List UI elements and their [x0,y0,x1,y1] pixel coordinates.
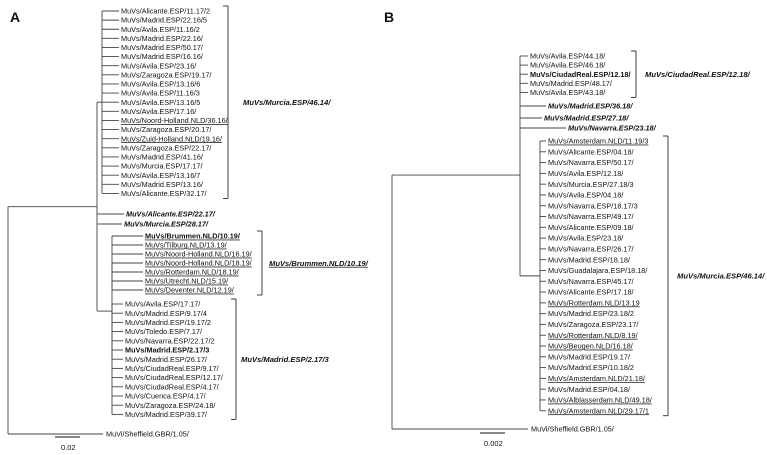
leaf-label: MuVs/Alicante.ESP/09.18/ [548,222,634,232]
leaf-label: MuVs/CiudadReal.ESP/12.17/ [125,373,223,383]
leaf-label: MuVs/Madrid.ESP/22.16/ [121,33,203,43]
panel-b-leaf-labels [530,52,657,416]
leaf-label: MuVs/Deventer.NLD/12.19/ [145,285,234,295]
leaf-label: MuVs/Noord-Holland.NLD/18.19/ [145,258,252,268]
leaf-label: MuVs/Madrid.ESP/48.17/ [530,78,612,88]
leaf-label: MuVs/Madrid.ESP/2.17/3 [125,345,210,355]
leaf-label: MuVs/Avila.ESP/17.16/ [121,106,197,116]
leaf-label: MuVs/Alicante.ESP/04.18/ [548,147,634,157]
leaf-label: MuVs/Murcia.ESP/27.18/3 [548,179,634,189]
leaf-label: MuVs/Madrid.ESP/23.18/2 [548,309,634,319]
panel-b [384,9,765,448]
leaf-label: MuVs/Rotterdam.NLD/13.19 [548,298,640,308]
leaf-label: MuVs/Madrid.ESP/26.17/ [125,354,207,364]
panel-a-outgroup-label: MuVi/Sheffield.GBR/1.05/ [106,429,189,439]
cluster-name: MuVs/CiudadReal.ESP/12.18/ [645,70,750,79]
leaf-label: MuVs/Madrid.ESP/41.16/ [121,152,203,162]
leaf-label: MuVs/Zaragoza.ESP/23.17/ [548,320,639,330]
leaf-label: MuVs/Madrid.ESP/19.17/2 [125,318,211,327]
leaf-label: MuVs/Avila.ESP/17.17/ [125,299,201,309]
leaf-label: MuVs/Rotterdam.NLD/18.19/ [145,267,239,277]
leaf-label: MuVs/Rotterdam.NLD/8.19/ [548,330,638,340]
leaf-label: MuVs/Madrid.ESP/10.18/2 [548,363,634,373]
leaf-label: MuVs/Avila.ESP/11.16/2 [121,24,200,34]
leaf-label: MuVs/CiudadReal.ESP/12.18/ [530,69,631,79]
leaf-label: MuVs/Zaragoza.ESP/24.18/ [125,400,216,410]
leaf-label: MuVs/Alicante.ESP/32.17/ [121,189,207,198]
leaf-label: MuVs/Madrid.ESP/50.17/ [121,43,203,53]
panel-b-scale-label: 0.002 [484,439,503,448]
leaf-label: MuVs/Madrid.ESP/36.18/ [548,101,633,111]
leaf-label: MuVs/Madrid.ESP/22.16/5 [121,15,207,25]
leaf-label: MuVs/Zaragoza.ESP/20.17/ [121,125,212,135]
leaf-label: MuVs/Madrid.ESP/16.16/ [121,52,203,62]
panel-a-leaf-labels [121,7,253,419]
panel-a [8,6,369,452]
leaf-label: MuVs/Amsterdam.NLD/29.17/1 [548,406,649,416]
leaf-label: MuVs/Alicante.ESP/22.17/ [126,209,215,219]
leaf-label: MuVs/Murcia.ESP/28.17/ [124,219,208,229]
leaf-label: MuVs/Brummen.NLD/10.19/ [145,231,240,241]
leaf-label: MuVs/Noord-Holland.NLD/16.19/ [145,249,252,259]
leaf-label: MuVs/Navarra.ESP/18.17/3 [548,201,638,211]
panel-a-label: A [10,9,21,25]
leaf-label: MuVs/Zaragoza.ESP/19.17/ [121,70,212,80]
leaf-label: MuVs/Navarra.ESP/50.17/ [548,158,634,168]
cluster-name: MuVs/Murcia.ESP/46.14/ [677,271,765,281]
leaf-label: MuVs/Alblasserdam.NLD/49.18/ [548,395,652,405]
leaf-label: MuVs/Amsterdam.NLD/11.19/3 [548,136,649,146]
leaf-label: MuVs/CiudadReal.ESP/9.17/ [125,364,219,373]
leaf-label: MuVs/Avila.ESP/13.16/7 [121,170,201,180]
leaf-label: MuVs/Alicante.ESP/11.17/2 [121,6,211,16]
leaf-label: MuVs/Avila.ESP/43.18/ [530,88,606,97]
leaf-label: MuVs/Madrid.ESP/39.17/ [125,410,207,419]
leaf-label: MuVs/Avila.ESP/23.16/ [121,61,197,71]
panel-b-cluster-brackets [631,51,765,416]
leaf-label: MuVs/Avila.ESP/11.16/3 [121,88,200,98]
leaf-label: MuVs/Tilburg.NLD/13.19/ [145,240,227,250]
leaf-label: MuVs/Noord-Holland.NLD/36.16/ [121,116,228,126]
leaf-label: MuVs/Avila.ESP/13.16/6 [121,79,201,89]
leaf-label: MuVs/Toledo.ESP/7.17/ [125,327,203,337]
leaf-label: MuVs/Cuenca.ESP/4.17/ [125,391,206,401]
leaf-label: MuVs/Navarra.ESP/22.17/2 [125,336,215,346]
leaf-label: MuVs/Utrecht.NLD/15.19/ [145,276,229,286]
leaf-label: MuVs/Navarra.ESP/26.17/ [548,244,634,254]
leaf-label: MuVs/Zuid-Holland.NLD/19.16/ [121,134,222,144]
leaf-label: MuVs/Avila.ESP/46.18/ [530,60,606,70]
leaf-label: MuVs/Avila.ESP/23.18/ [548,233,624,243]
leaf-label: MuVs/Madrid.ESP/04.18/ [548,384,630,394]
leaf-label: MuVs/Alicante.ESP/17.18/ [548,287,634,297]
leaf-label: MuVs/Avila.ESP/12.18/ [548,168,624,178]
leaf-label: MuVs/Madrid.ESP/9.17/4 [125,308,207,318]
leaf-label: MuVs/Madrid.ESP/19.17/ [548,352,630,362]
leaf-label: MuVs/Navarra.ESP/45.17/ [548,276,634,286]
leaf-label: MuVs/Madrid.ESP/27.18/ [544,113,629,123]
leaf-label: MuVs/Madrid.ESP/13.16/ [121,179,203,189]
cluster-name: MuVs/Brummen.NLD/10.19/ [269,258,368,268]
leaf-label: MuVs/Amsterdam.NLD/21.18/ [548,373,645,383]
panel-a-scale-label: 0.02 [61,443,76,452]
cluster-name: MuVs/Murcia.ESP/46.14/ [243,98,331,107]
leaf-label: MuVs/Avila.ESP/04.18/ [548,190,624,200]
leaf-label: MuVs/CiudadReal.ESP/4.17/ [125,382,219,392]
leaf-label: MuVs/Beugen.NLD/16.18/ [548,341,633,351]
leaf-label: MuVs/Madrid.ESP/18.18/ [548,255,630,265]
panel-b-tree-branches [392,56,566,429]
leaf-label: MuVs/Murcia.ESP/17.17/ [121,161,203,171]
leaf-label: MuVs/Guadalajara.ESP/18.18/ [548,266,648,276]
leaf-label: MuVs/Navarra.ESP/49.17/ [548,212,634,222]
panel-a-cluster-brackets [223,6,369,419]
leaf-label: MuVs/Avila.ESP/13.16/5 [121,97,201,107]
panel-b-label: B [384,9,395,25]
panel-b-outgroup-label: MuVi/Sheffield.GBR/1.05/ [531,424,614,434]
leaf-label: MuVs/Navarra.ESP/23.18/ [568,123,656,133]
cluster-name: MuVs/Madrid.ESP/2.17/3 [241,355,329,364]
leaf-label: MuVs/Avila.ESP/44.18/ [530,51,606,61]
leaf-label: MuVs/Zaragoza.ESP/22.17/ [121,143,212,153]
